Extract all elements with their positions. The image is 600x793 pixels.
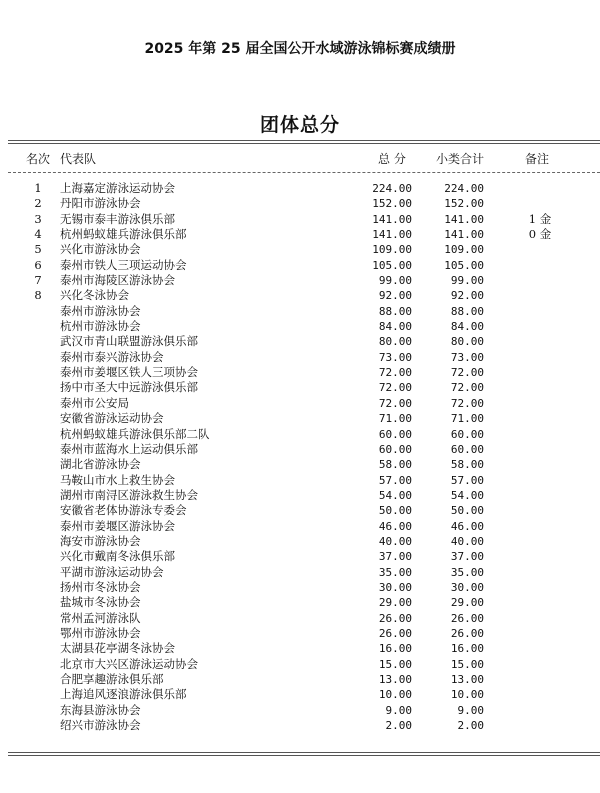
table-row xyxy=(0,350,600,365)
team-cell: 东海县游泳协会 xyxy=(60,702,141,717)
subtotal-cell: 60.00 xyxy=(450,442,484,456)
rank-cell: 5 xyxy=(34,242,42,257)
subtotal-cell: 92.00 xyxy=(450,289,484,303)
table-row xyxy=(0,212,600,227)
team-cell: 盐城市冬泳协会 xyxy=(60,595,141,610)
subtotal-cell: 50.00 xyxy=(450,504,484,518)
team-cell: 杭州蚂蚁雄兵游泳俱乐部二队 xyxy=(60,426,210,441)
rank-cell: 7 xyxy=(34,273,42,288)
total-score-cell: 26.00 xyxy=(378,611,412,625)
team-cell: 上海追风逐浪游泳俱乐部 xyxy=(60,687,187,702)
table-row xyxy=(0,411,600,426)
subtotal-cell: 13.00 xyxy=(450,673,484,686)
table-row xyxy=(0,319,600,334)
team-cell: 泰州市游泳协会 xyxy=(60,303,141,318)
team-cell: 常州孟河游泳队 xyxy=(60,610,141,625)
team-cell: 海安市游泳协会 xyxy=(60,533,141,548)
subtotal-cell: 35.00 xyxy=(450,565,484,579)
table-row xyxy=(0,227,600,242)
table-row xyxy=(0,703,600,718)
total-score-cell: 141.00 xyxy=(372,212,412,226)
subtotal-cell: 99.00 xyxy=(450,274,484,288)
subtotal-cell: 141.00 xyxy=(444,228,484,242)
subtotal-cell: 29.00 xyxy=(450,596,484,610)
header-team: 代表队 xyxy=(60,152,97,166)
header-rank: 名次 xyxy=(25,152,50,166)
rank-cell: 4 xyxy=(34,227,42,242)
table-row xyxy=(0,519,600,534)
subtotal-cell: 72.00 xyxy=(450,381,484,395)
total-score-cell: 10.00 xyxy=(378,688,412,702)
team-cell: 泰州市海陵区游泳协会 xyxy=(60,273,175,288)
subtotal-cell: 30.00 xyxy=(450,580,484,594)
subtotal-cell: 152.00 xyxy=(444,197,484,211)
table-row xyxy=(0,641,600,656)
table-row xyxy=(0,503,600,518)
total-score-cell: 72.00 xyxy=(378,396,412,410)
total-score-cell: 80.00 xyxy=(378,335,412,349)
total-score-cell: 60.00 xyxy=(378,427,412,441)
total-score-cell: 37.00 xyxy=(378,550,412,564)
table-row xyxy=(0,427,600,442)
subtotal-cell: 2.00 xyxy=(457,719,484,733)
subtotal-cell: 10.00 xyxy=(450,688,484,702)
subtotal-cell: 84.00 xyxy=(450,320,484,334)
subtotal-cell: 15.00 xyxy=(450,657,484,671)
team-cell: 合肥享趣游泳俱乐部 xyxy=(60,672,164,686)
table-row xyxy=(0,396,600,411)
total-score-cell: 105.00 xyxy=(372,258,412,272)
total-score-cell: 16.00 xyxy=(378,642,412,656)
table-row xyxy=(0,334,600,349)
subtotal-cell: 26.00 xyxy=(450,626,484,640)
subtotal-cell: 141.00 xyxy=(444,212,484,226)
total-score-cell: 92.00 xyxy=(378,289,412,303)
team-cell: 平湖市游泳运动协会 xyxy=(60,564,164,579)
table-row xyxy=(0,288,600,303)
total-score-cell: 72.00 xyxy=(378,381,412,395)
team-cell: 泰州市姜堰区铁人三项协会 xyxy=(60,365,198,380)
total-score-cell: 46.00 xyxy=(378,519,412,533)
table-row xyxy=(0,181,600,196)
total-score-cell: 26.00 xyxy=(378,626,412,640)
rank-cell: 2 xyxy=(34,196,42,211)
team-cell: 丹阳市游泳协会 xyxy=(60,196,141,211)
subtotal-cell: 9.00 xyxy=(457,703,484,717)
team-cell: 太湖县花亭湖冬泳协会 xyxy=(60,641,175,656)
table-row xyxy=(0,258,600,273)
team-cell: 杭州市游泳协会 xyxy=(60,319,141,334)
subtotal-cell: 80.00 xyxy=(450,335,484,349)
total-score-cell: 84.00 xyxy=(378,320,412,334)
total-score-cell: 109.00 xyxy=(372,243,412,257)
team-cell: 湖州市南浔区游泳救生协会 xyxy=(60,487,198,502)
note-cell: 0 金 xyxy=(528,227,552,242)
total-score-cell: 13.00 xyxy=(378,673,412,686)
subtotal-cell: 57.00 xyxy=(450,473,484,487)
team-cell: 泰州市姜堰区游泳协会 xyxy=(60,518,175,533)
team-cell: 杭州蚂蚁雄兵游泳俱乐部 xyxy=(60,227,187,242)
team-cell: 绍兴市游泳协会 xyxy=(60,718,141,733)
subtotal-cell: 16.00 xyxy=(450,642,484,656)
section-title: 团体总分 xyxy=(259,114,340,136)
table-row xyxy=(0,718,600,733)
team-cell: 安徽省游泳运动协会 xyxy=(60,411,164,426)
total-score-cell: 99.00 xyxy=(378,274,412,288)
team-cell: 鄂州市游泳协会 xyxy=(60,625,141,640)
team-cell: 无锡市泰丰游泳俱乐部 xyxy=(60,211,175,226)
table-row xyxy=(0,488,600,503)
total-score-cell: 29.00 xyxy=(378,596,412,610)
team-cell: 扬州市冬泳协会 xyxy=(60,579,141,594)
header-top-rule xyxy=(8,140,600,144)
subtotal-cell: 72.00 xyxy=(450,366,484,380)
subtotal-cell: 54.00 xyxy=(450,488,484,502)
total-score-cell: 152.00 xyxy=(372,197,412,211)
subtotal-cell: 46.00 xyxy=(450,519,484,533)
team-cell: 扬中市圣大中远游泳俱乐部 xyxy=(60,380,198,395)
header-total: 总 分 xyxy=(378,152,406,166)
total-score-cell: 30.00 xyxy=(378,580,412,594)
total-score-cell: 88.00 xyxy=(378,304,412,318)
team-cell: 泰州市蓝海水上运动俱乐部 xyxy=(60,441,198,456)
subtotal-cell: 73.00 xyxy=(450,350,484,364)
table-row xyxy=(0,549,600,564)
team-cell: 兴化市游泳协会 xyxy=(60,242,141,257)
table-row xyxy=(0,611,600,626)
team-cell: 兴化冬泳协会 xyxy=(60,288,129,303)
subtotal-cell: 58.00 xyxy=(450,458,484,472)
team-cell: 安徽省老体协游泳专委会 xyxy=(60,503,187,518)
rank-cell: 6 xyxy=(34,257,42,272)
table-row xyxy=(0,626,600,641)
table-row xyxy=(0,365,600,380)
table-bottom-rule xyxy=(8,752,600,756)
subtotal-cell: 72.00 xyxy=(450,396,484,410)
table-row xyxy=(0,580,600,595)
total-score-cell: 9.00 xyxy=(385,703,412,717)
table-row xyxy=(0,380,600,395)
team-cell: 上海嘉定游泳运动协会 xyxy=(60,181,175,195)
team-cell: 泰州市公安局 xyxy=(60,395,129,410)
total-score-cell: 15.00 xyxy=(378,657,412,671)
subtotal-cell: 224.00 xyxy=(444,182,484,195)
team-cell: 湖北省游泳协会 xyxy=(60,457,141,472)
table-header xyxy=(0,150,600,168)
document-title: 2025 年第 25 届全国公开水域游泳锦标赛成绩册 xyxy=(144,41,456,57)
team-cell: 兴化市戴南冬泳俱乐部 xyxy=(60,549,175,564)
table-row xyxy=(0,473,600,488)
header-note: 备注 xyxy=(525,152,550,166)
rank-cell: 3 xyxy=(34,211,42,226)
table-row xyxy=(0,242,600,257)
total-score-cell: 57.00 xyxy=(378,473,412,487)
total-score-cell: 73.00 xyxy=(378,350,412,364)
table-row xyxy=(0,273,600,288)
subtotal-cell: 88.00 xyxy=(450,304,484,318)
table-row xyxy=(0,457,600,472)
subtotal-cell: 40.00 xyxy=(450,534,484,548)
subtotal-cell: 60.00 xyxy=(450,427,484,441)
total-score-cell: 71.00 xyxy=(378,412,412,426)
team-cell: 马鞍山市水上救生协会 xyxy=(60,472,175,487)
table-row xyxy=(0,196,600,211)
total-score-cell: 2.00 xyxy=(385,719,412,733)
team-cell: 武汉市青山联盟游泳俱乐部 xyxy=(60,334,198,349)
table-row xyxy=(0,687,600,702)
table-row xyxy=(0,672,600,687)
total-score-cell: 224.00 xyxy=(372,182,412,195)
rank-cell: 1 xyxy=(34,181,42,195)
table-row xyxy=(0,595,600,610)
subtotal-cell: 26.00 xyxy=(450,611,484,625)
rank-cell: 8 xyxy=(34,288,42,303)
table-row xyxy=(0,534,600,549)
total-score-cell: 40.00 xyxy=(378,534,412,548)
team-cell: 泰州市泰兴游泳协会 xyxy=(60,349,164,364)
header-bottom-rule xyxy=(8,172,600,173)
subtotal-cell: 105.00 xyxy=(444,258,484,272)
total-score-cell: 141.00 xyxy=(372,228,412,242)
results-table-body xyxy=(0,181,600,733)
table-row xyxy=(0,442,600,457)
header-subtotal: 小类合计 xyxy=(436,152,485,166)
total-score-cell: 35.00 xyxy=(378,565,412,579)
total-score-cell: 58.00 xyxy=(378,458,412,472)
note-cell: 1 金 xyxy=(528,211,552,226)
subtotal-cell: 37.00 xyxy=(450,550,484,564)
subtotal-cell: 71.00 xyxy=(450,412,484,426)
total-score-cell: 60.00 xyxy=(378,442,412,456)
total-score-cell: 72.00 xyxy=(378,366,412,380)
total-score-cell: 54.00 xyxy=(378,488,412,502)
table-row xyxy=(0,657,600,672)
total-score-cell: 50.00 xyxy=(378,504,412,518)
subtotal-cell: 109.00 xyxy=(444,243,484,257)
table-row xyxy=(0,565,600,580)
team-cell: 泰州市铁人三项运动协会 xyxy=(60,257,187,272)
team-cell: 北京市大兴区游泳运动协会 xyxy=(60,656,198,671)
table-row xyxy=(0,304,600,319)
